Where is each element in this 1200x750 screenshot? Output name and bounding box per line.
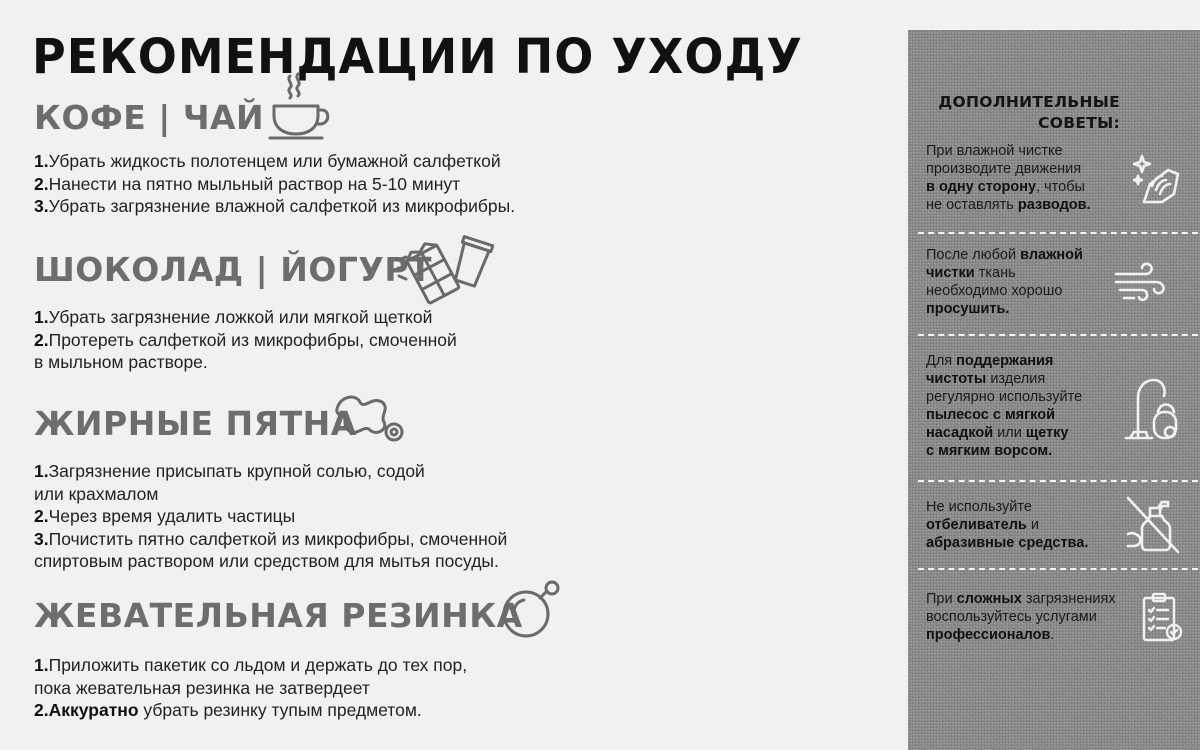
vacuum-cleaner-icon [1118,374,1182,444]
step-item: 3.Почистить пятно салфеткой из микрофибры, смоченной [34,528,508,549]
section-title: ЖИРНЫЕ ПЯТНА [34,404,357,443]
tip-line: При влажной чистке [926,143,1063,159]
step-item: 3.Убрать загрязнение влажной салфеткой из микрофибры. [34,196,516,216]
step-item: 2.Нанести на пятно мыльный раствор на 5-10 минут [34,173,461,194]
section-steps [34,654,467,722]
divider [918,568,1198,570]
divider [918,480,1198,482]
tip-line: пылесос с мягкой [926,407,1056,423]
tip-item [926,246,1131,318]
chocolate-yogurt-icon [396,230,496,310]
step-item-continuation: спиртовым раствором или средством для мытья посуды. [34,551,499,571]
divider [918,334,1198,336]
tip-line: насадкой или щетку [926,425,1069,441]
tip-line: Для поддержания [926,353,1054,369]
cleaning-hand-icon [1126,150,1184,208]
step-item: 2.Через время удалить частицы [34,506,296,526]
section-steps [34,306,457,374]
tip-line: абразивные средства. [926,535,1089,551]
page-title: РЕКОМЕНДАЦИИ ПО УХОДУ [32,28,803,85]
no-bleach-icon [1124,494,1182,554]
section-title: КОФЕ | ЧАЙ [34,98,265,137]
checklist-icon [1140,592,1184,644]
tip-item [926,498,1131,552]
tip-line: просушить. [926,301,1010,317]
step-item: 1.Приложить пакетик со льдом и держать до тех пор, [34,655,468,675]
step-item: 1.Убрать загрязнение ложкой или мягкой щеткой [34,307,433,327]
tip-line: воспользуйтесь услугами [926,609,1097,625]
additional-tips-panel [908,30,1200,750]
tip-line: с мягким ворсом. [926,443,1053,459]
tip-line: После любой влажной [926,247,1083,263]
step-item-continuation: в мыльном растворе. [34,352,208,372]
section-title: ШОКОЛАД | ЙОГУРТ [34,250,433,289]
tip-line: в одну сторону, чтобы [926,179,1085,195]
tip-line: отбеливатель и [926,517,1039,533]
chewing-gum-icon [500,580,566,640]
tip-item [926,352,1131,460]
tip-item [926,142,1131,214]
section-title: ЖЕВАТЕЛЬНАЯ РЕЗИНКА [34,596,523,635]
grease-stain-icon [332,392,408,448]
step-item: 2.Протереть салфеткой из микрофибры, смоченной [34,329,457,350]
tip-line: необходимо хорошо [926,283,1063,299]
tip-line: профессионалов. [926,627,1055,643]
step-item: 1.Загрязнение присыпать крупной солью, содой [34,461,425,481]
tip-line: При сложных загрязнениях [926,591,1116,607]
wind-dry-icon [1114,262,1168,304]
tip-line: не оставлять разводов. [926,197,1091,213]
coffee-cup-icon [266,72,338,144]
tip-line: чистки ткань [926,265,1016,281]
tip-line: чистоты изделия [926,371,1046,387]
step-item-continuation: пока жевательная резинка не затвердеет [34,677,370,698]
tip-line: Не используйте [926,499,1032,515]
tip-line: производите движения [926,161,1082,177]
step-item: 2.Аккуратно убрать резинку тупым предметом. [34,700,422,720]
tip-line: регулярно используйте [926,389,1083,405]
divider [918,232,1198,234]
tip-item [926,590,1131,644]
section-steps [34,150,515,218]
step-item-continuation: или крахмалом [34,483,159,504]
section-steps [34,460,507,573]
step-item: 1.Убрать жидкость полотенцем или бумажной салфеткой [34,151,501,171]
tips-title: ДОПОЛНИТЕЛЬНЫЕ СОВЕТЫ: [938,93,1120,132]
